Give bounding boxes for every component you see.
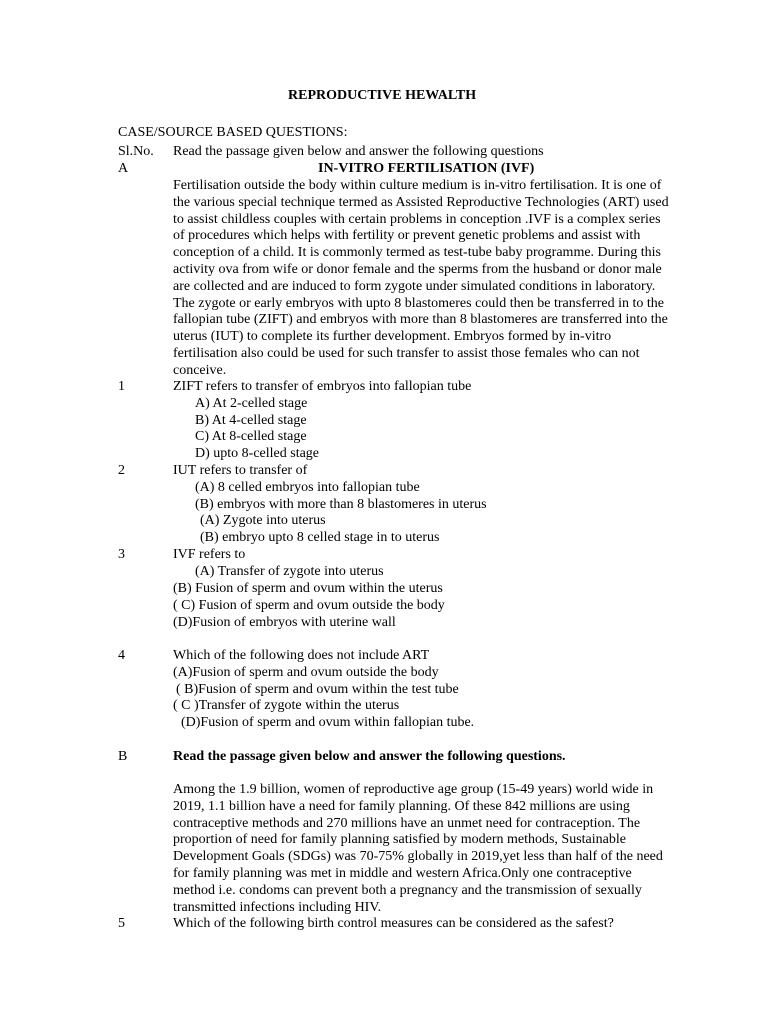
section-a-title: IN-VITRO FERTILISATION (IVF) xyxy=(318,161,535,176)
passage-line: uterus (IUT) to complete its further development. Embryos formed by in-vitro xyxy=(173,329,612,345)
question-option: B) At 4-celled stage xyxy=(195,413,307,428)
question-option: (A) Zygote into uterus xyxy=(200,513,326,528)
question-option: (A)Fusion of sperm and ovum outside the body xyxy=(173,665,439,680)
section-b-instruction: Read the passage given below and answer the following questions. xyxy=(173,749,566,764)
question-number: 1 xyxy=(118,379,125,394)
section-b-label: B xyxy=(118,749,128,764)
question-number: 4 xyxy=(118,648,125,663)
passage-line: contraceptive methods and 270 millions have an unmet need for contraception. The xyxy=(173,815,641,831)
passage-line: Fertilisation outside the body within culture medium is in-vitro fertilisation. It is one of xyxy=(173,178,662,193)
question-option: D) upto 8-celled stage xyxy=(195,446,320,461)
passage-line: the various special technique termed as Assisted Reproductive Technologies (ART) used xyxy=(173,194,669,210)
question-option: (A) 8 celled embryos into fallopian tube xyxy=(195,480,420,495)
passage-line: activity ova from wife or donor female and the sperms from the husband or donor male xyxy=(173,261,662,277)
section-a-label: A xyxy=(118,161,129,176)
question-option: ( C) Fusion of sperm and ovum outside the body xyxy=(173,598,445,613)
section-b-passage xyxy=(173,782,663,916)
passage-line: method i.e. condoms can prevent both a pregnancy and the transmission of sexually xyxy=(173,882,642,898)
question-option: ( B)Fusion of sperm and ovum within the test tube xyxy=(176,682,459,697)
section-heading: CASE/SOURCE BASED QUESTIONS: xyxy=(118,125,348,140)
passage-line: 2019, 1.1 billion have a need for family planning. Of these 842 millions are using xyxy=(173,798,630,814)
question-text: ZIFT refers to transfer of embryos into fallopian tube xyxy=(173,379,472,394)
intro-instruction: Read the passage given below and answer the following questions xyxy=(173,144,544,159)
passage-line: Among the 1.9 billion, women of reproductive age group (15-49 years) world wide in xyxy=(173,782,654,797)
question-option: (A) Transfer of zygote into uterus xyxy=(195,564,384,579)
passage-line: fertilisation also could be used for such transfer to assist those females who can not xyxy=(173,345,640,361)
section-a-passage xyxy=(173,178,669,380)
question-text: Which of the following does not include ART xyxy=(173,648,430,663)
question-option: ( C )Transfer of zygote within the uterus xyxy=(173,698,400,713)
passage-line: conception of a child. It is commonly termed as test-tube baby programme. During this xyxy=(173,245,661,261)
question-text: IVF refers to xyxy=(173,547,246,562)
sl-no-label: Sl.No. xyxy=(118,144,154,159)
passage-line: The zygote or early embryos with upto 8 blastomeres could then be transferred in to the xyxy=(173,295,665,311)
document-title: REPRODUCTIVE HEWALTH xyxy=(288,88,477,103)
question-option: (B) Fusion of sperm and ovum within the uterus xyxy=(173,581,443,596)
question-option: A) At 2-celled stage xyxy=(195,396,308,411)
question-text: IUT refers to transfer of xyxy=(173,463,308,478)
question-number: 5 xyxy=(118,916,125,931)
passage-line: of procedures which helps with fertility or prevent genetic problems and assist with xyxy=(173,228,641,244)
passage-line: conceive. xyxy=(173,362,227,378)
passage-line: proportion of need for family planning satisfied by modern methods, Sustainable xyxy=(173,832,626,848)
question-option: (D)Fusion of sperm and ovum within fallopian tube. xyxy=(181,715,475,730)
question-number: 3 xyxy=(118,547,125,562)
passage-line: Development Goals (SDGs) was 70-75% globally in 2019,yet less than half of the need xyxy=(173,849,663,865)
passage-line: transmitted infections including HIV. xyxy=(173,899,382,915)
passage-line: are collected and are induced to form zygote under simulated conditions in laboratory. xyxy=(173,278,656,294)
question-text: Which of the following birth control measures can be considered as the safest? xyxy=(173,916,614,931)
question-option: (B) embryos with more than 8 blastomeres in uterus xyxy=(195,497,487,512)
question-option: (B) embryo upto 8 celled stage in to uterus xyxy=(200,530,440,545)
passage-line: for family planning was met in middle and western Africa.Only one contraceptive xyxy=(173,865,632,881)
question-option: C) At 8-celled stage xyxy=(195,429,307,444)
passage-line: to assist childless couples with certain problems in conception .IVF is a complex series xyxy=(173,211,661,227)
question-number: 2 xyxy=(118,463,125,478)
passage-line: fallopian tube (ZIFT) and embryos with more than 8 blastomeres are transferred into the xyxy=(173,312,668,328)
question-option: (D)Fusion of embryos with uterine wall xyxy=(173,615,396,630)
